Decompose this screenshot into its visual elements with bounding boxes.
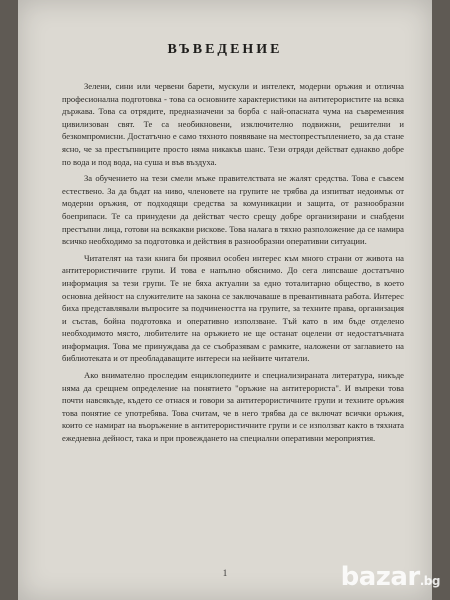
- paragraph: Ако внимателно проследим енциклопедиите и специализираната литература, никъде няма да срещнем определение на понятието "оръжие на антитерориста". И въпреки това почти навсякъде, където се отнася и говори за антитерористичните групи и техните оръжия това понятие се употребява. Това считам, че в него трябва да се включат всички оръжия, които се намират на въоръжение в антитерористичните групи и се използват както в тяхната ежедневна дейност, така и при провеждането на специални оперативни мероприятия.: [62, 370, 404, 444]
- watermark-text: bazar: [340, 562, 420, 592]
- site-watermark-logo: [341, 562, 440, 592]
- paragraph: За обучението на тези смели мъже правителствата не жалят средства. Това е съвсем естествено. За да бъдат на ниво, членовете на групите не трябва да изпитват недоимък от модерни оръжия, от подходящи средства за комуникации и защита, от разнообразни боеприпаси. Те са принудени да действат често срещу добре организирани и снабдени престъпни лица, готови на всякакви рискове. Това налага в тяхно разположение да се намира всичко необходимо за подготовка и действия в разнообразни оперативни ситуации.: [62, 173, 404, 247]
- paragraph: Читателят на тази книга би проявил особен интерес към много страни от живота на антитерористичните групи. И това е напълно обяснимо. До сега липсваше достатъчно информация за тези групи. Те не бяха актуални за едно тоталитарно общество, в което основна дейност на служителите на закона се заключаваше в превантивната работа. Интерес биха представлявали въпросите за подчинеността на групите, за техните права, организация и състав, бойна подготовка и оперативно използване. Тъй като в им бъде отделено необходимото място, любителите на оръжието не ще останат оцелени от недостатъчната информация. Това ме принуждава да се съобразявам с рамките, наложени от заглавието на библиотеката и от преобладаващите интереси на нейните читатели.: [62, 252, 404, 364]
- watermark-suffix: .bg: [419, 574, 440, 588]
- chapter-title: ВЪВЕДЕНИЕ: [167, 42, 283, 57]
- page-body: [62, 80, 404, 449]
- paragraph: Зелени, сини или червени барети, мускули и интелект, модерни оръжия и отлична професионална подготовка - това са основните характеристики на антитерористите на всяка държава. Това са отрядите, предназначени за борба с най-опасната чума на съвременния цивилизован свят. Те са необикновени, изключително подвижни, решителни и безкомпромисни. Достатъчно е само тяхното появяване на местопрестъплението, за да стане ясно, че за престъпниците просто няма никакъв шанс. Тези отряди действат еднакво добре по вода и под вода, на суша и във въздуха.: [62, 81, 404, 167]
- book-page: [18, 0, 432, 600]
- page-number: 1: [222, 568, 228, 578]
